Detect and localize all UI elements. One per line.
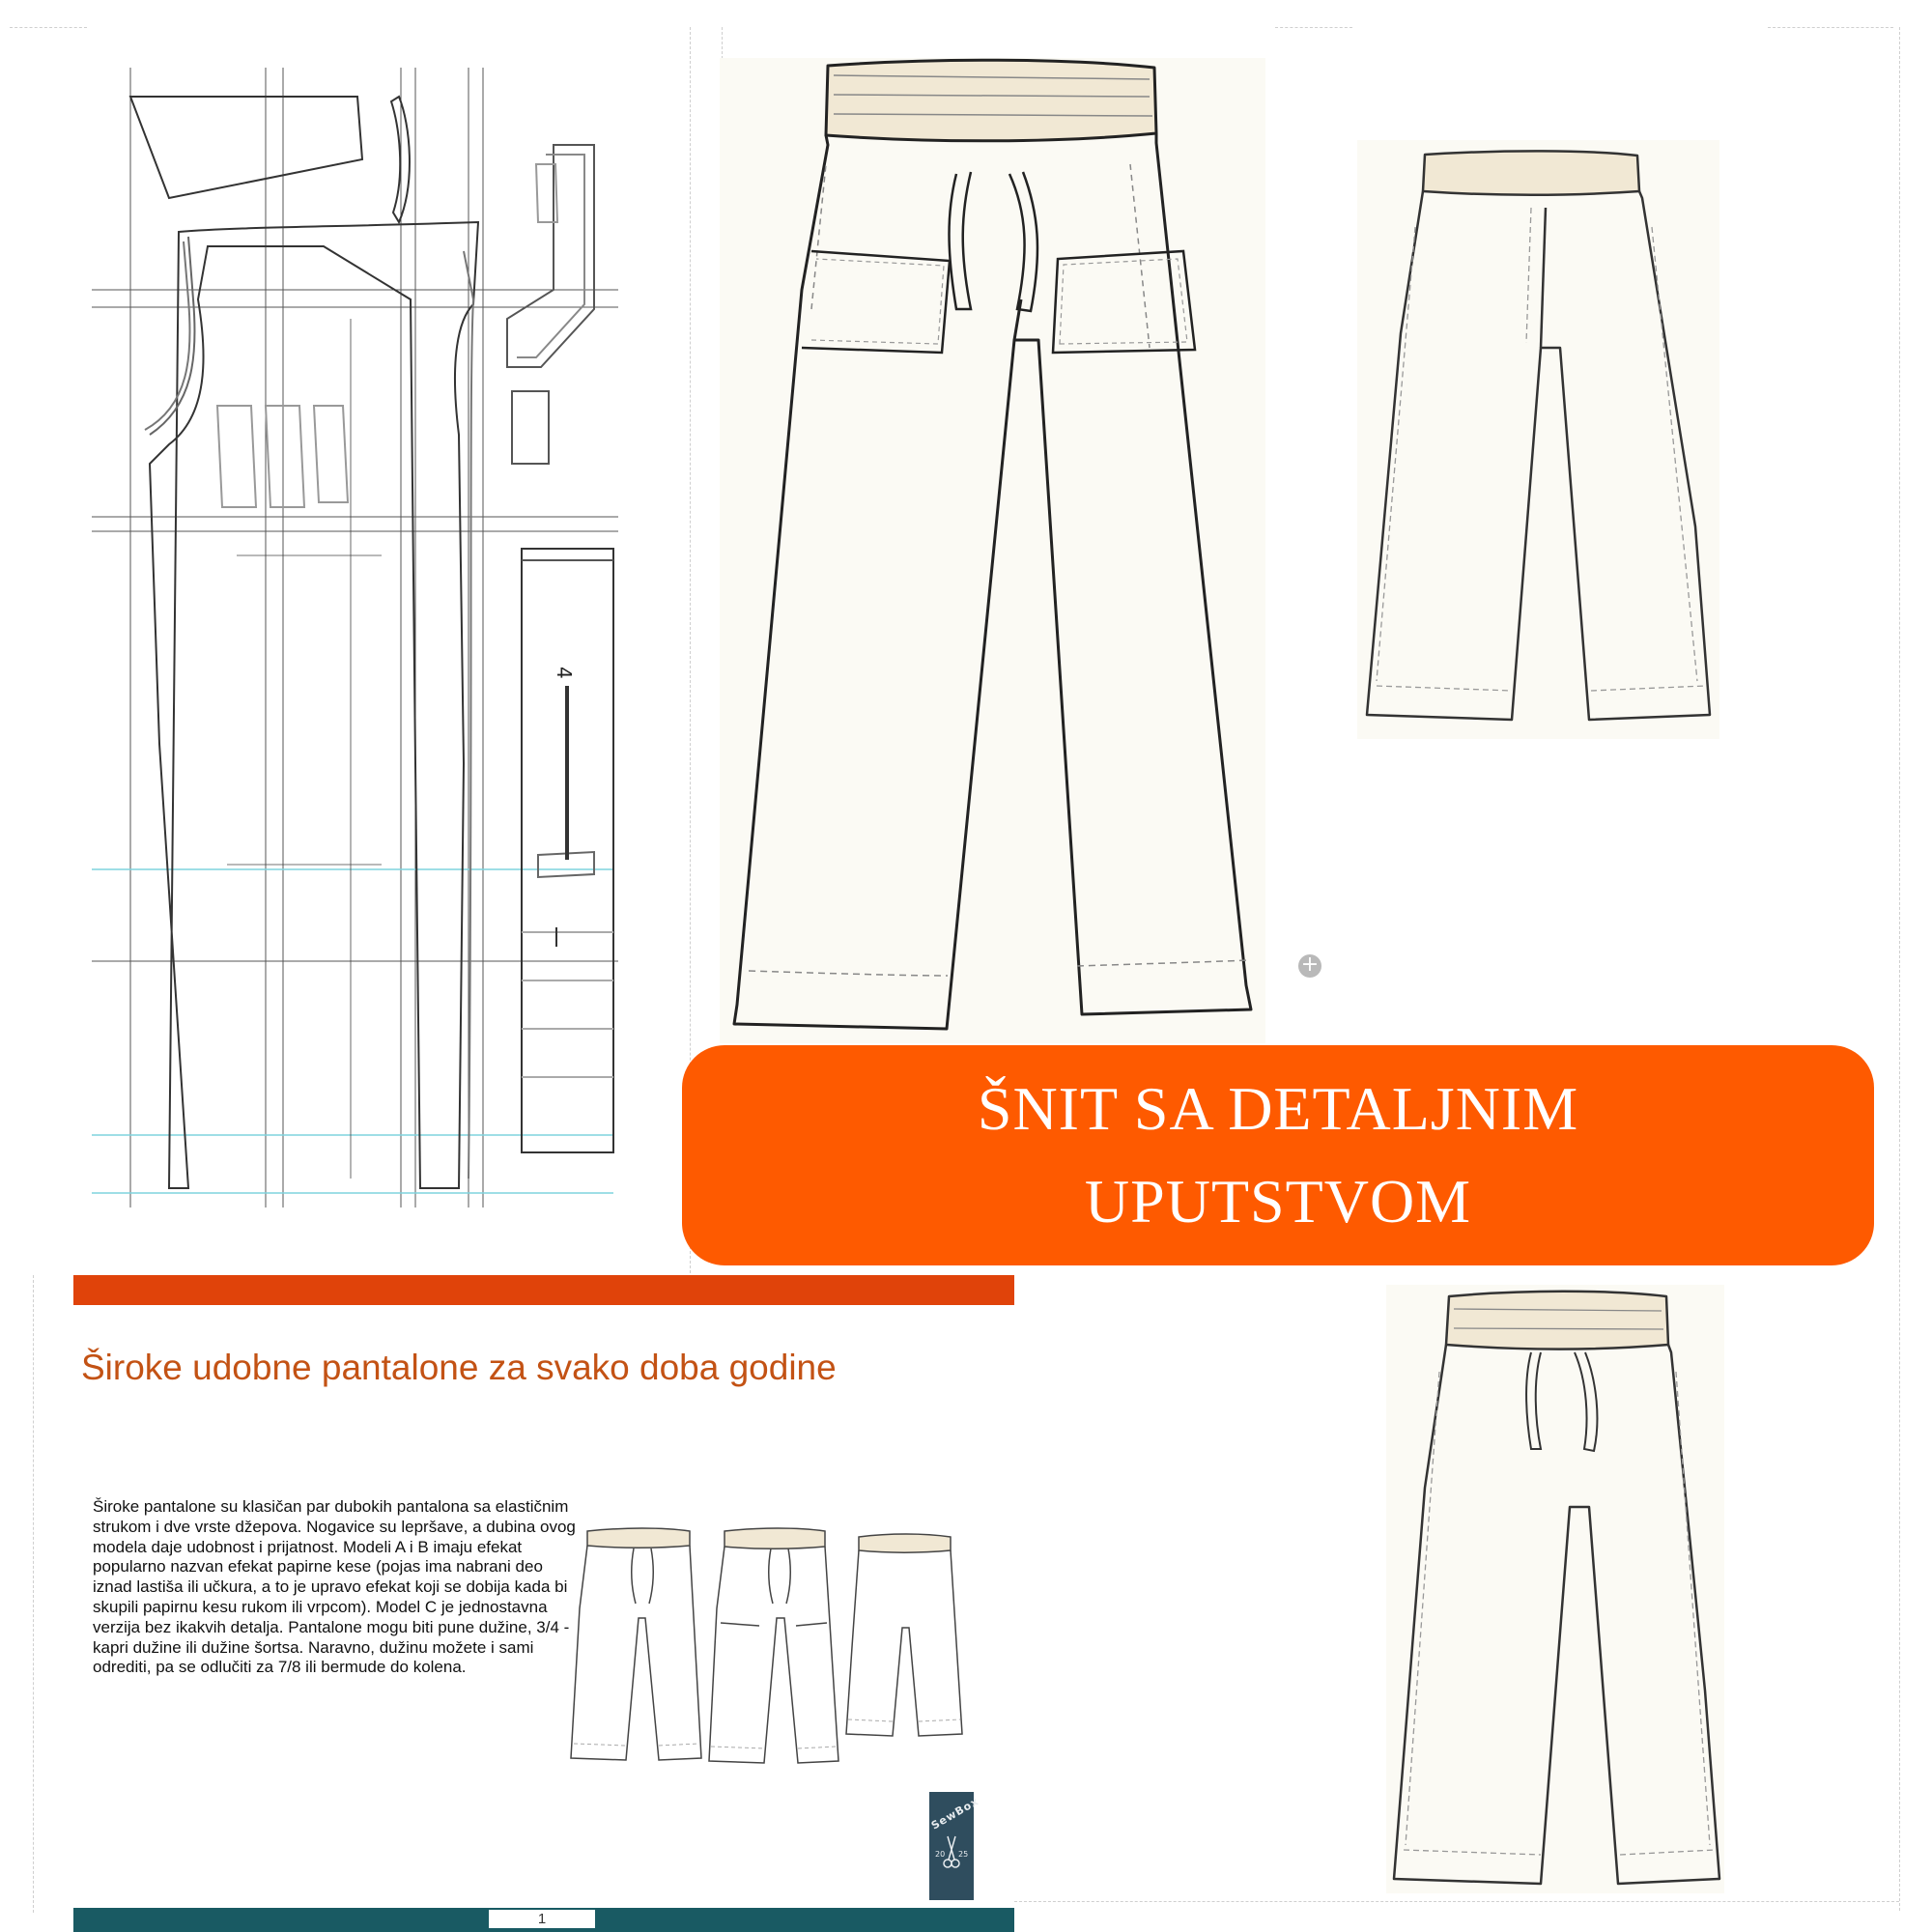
trousers-sketch-model-b	[1386, 1285, 1724, 1893]
page-guide-top-a	[10, 27, 87, 28]
page-title: Široke udobne pantalone za svako doba godine	[81, 1348, 837, 1387]
pattern-drawing	[92, 68, 618, 1227]
banner-line-1: ŠNIT SA DETALJNIM	[977, 1074, 1579, 1143]
page-footer-bar	[73, 1908, 1014, 1932]
promo-banner	[682, 1045, 1874, 1265]
model-thumbnails	[566, 1512, 972, 1768]
page-guide-bottom	[1014, 1901, 1899, 1902]
trousers-drawing-c	[1357, 140, 1719, 739]
pattern-sheet	[92, 68, 618, 1227]
model-sketches-row	[566, 1512, 972, 1768]
page-guide-top-c	[1768, 27, 1893, 28]
banner-line-2: UPUTSTVOM	[1084, 1167, 1472, 1236]
logo-year-left: 20	[935, 1850, 946, 1859]
page-header-bar	[73, 1275, 1014, 1305]
page-guide-right	[1899, 27, 1900, 1911]
logo-year-right: 25	[958, 1850, 969, 1859]
trousers-sketch-model-c	[1357, 140, 1719, 739]
page-guide-top-b	[1275, 27, 1352, 28]
description-paragraph: Široke pantalone su klasičan par dubokih pantalona sa elastičnim strukom i dve vrste džepova. Nogavice su lepršave, a dubina ovog modela daje udobnost i prijatnost. Modeli A i B imaju efekat popularno nazvan efekat papirne kese (pojas ima nabrani deo iznad lastiša ili učkura, a to je upravo efekat koji se dobija kada bi skupili papirnu kesu rukom ili vrpcom). Model C je jednostavna verzija bez ikakvih detalja. Pantalone mogu biti pune dužine, 3/4 - kapri dužine ili dužine šortsa. Naravno, dužinu možete i sami odrediti, pa se odlučiti za 7/8 ili bermude do kolena.	[93, 1497, 576, 1677]
instruction-page	[73, 1275, 1014, 1932]
logo-brand: SewBox	[928, 1795, 981, 1833]
pattern-piece-label: 4	[553, 667, 576, 679]
trousers-sketch-model-a	[720, 58, 1265, 1043]
sewbox-logo	[928, 1792, 981, 1900]
page-number: 1	[489, 1910, 595, 1928]
page-guide-far-left	[33, 1275, 34, 1913]
trousers-drawing-a	[720, 58, 1265, 1043]
plus-icon[interactable]: +	[1298, 954, 1321, 978]
trousers-drawing-b	[1386, 1285, 1724, 1893]
